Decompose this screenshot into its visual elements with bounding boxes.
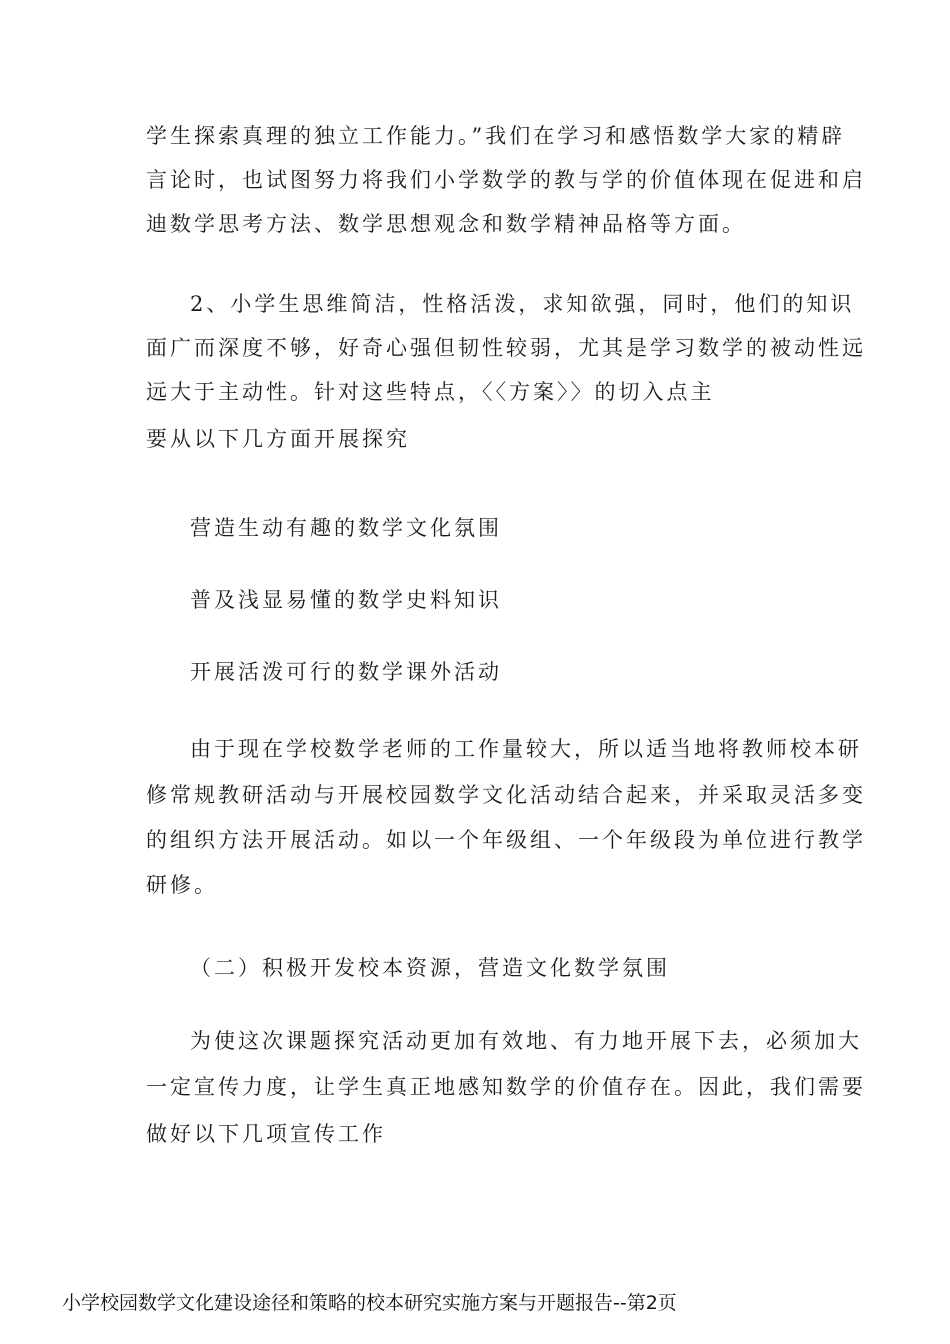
text-line: 言论时，也试图努力将我们小学数学的教与学的价值体现在促进和启 xyxy=(146,168,866,192)
text-line: 远大于主动性。针对这些特点，〈〈方案〉〉的切入点主 xyxy=(146,380,715,404)
text-line: 为使这次课题探究活动更加有效地、有力地开展下去，必须加大 xyxy=(190,1029,862,1053)
text-line: 研修。 xyxy=(146,873,218,897)
text-line: 2、小学生思维简洁，性格活泼，求知欲强，同时，他们的知识 xyxy=(190,292,855,316)
text-line: 迪数学思考方法、数学思想观念和数学精神品格等方面。 xyxy=(146,212,746,236)
text-line: 要从以下几方面开展探究 xyxy=(146,427,410,451)
text-line: 由于现在学校数学老师的工作量较大，所以适当地将教师校本研 xyxy=(190,737,862,761)
list-item: 普及浅显易懂的数学史料知识 xyxy=(190,588,502,612)
list-item: 开展活泼可行的数学课外活动 xyxy=(190,660,502,684)
text-line: 做好以下几项宣传工作 xyxy=(146,1122,386,1146)
section-heading: （二）积极开发校本资源，营造文化数学氛围 xyxy=(190,956,670,980)
text-line: 的组织方法开展活动。如以一个年级组、一个年级段为单位进行教学 xyxy=(146,828,866,852)
text-line: 学生探索真理的独立工作能力。”我们在学习和感悟数学大家的精辟 xyxy=(146,124,846,148)
page-footer: 小学校园数学文化建设途径和策略的校本研究实施方案与开题报告--第2页 xyxy=(62,1292,677,1314)
text-line: 修常规教研活动与开展校园数学文化活动结合起来，并采取灵活多变 xyxy=(146,783,866,807)
text-line: 一定宣传力度，让学生真正地感知数学的价值存在。因此，我们需要 xyxy=(146,1075,866,1099)
list-item: 营造生动有趣的数学文化氛围 xyxy=(190,516,502,540)
text-line: 面广而深度不够，好奇心强但韧性较弱，尤其是学习数学的被动性远 xyxy=(146,336,866,360)
